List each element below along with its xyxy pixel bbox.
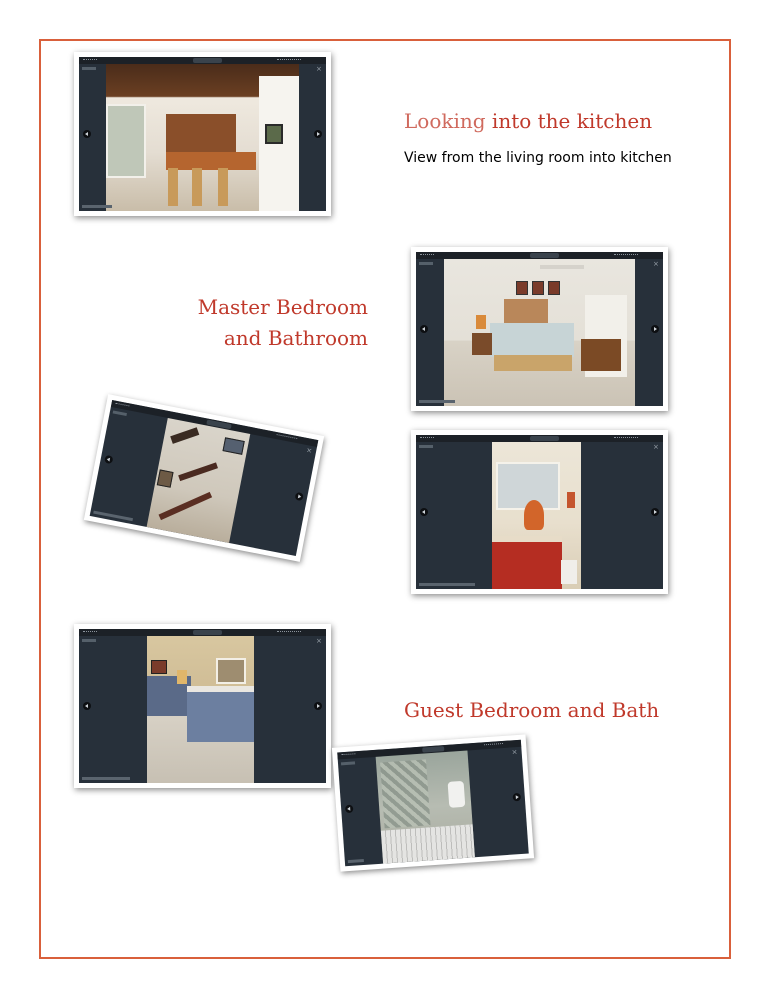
image-counter (113, 410, 127, 416)
next-arrow-icon[interactable] (295, 492, 304, 501)
image-caption (82, 205, 112, 208)
guest-bath-image (376, 750, 475, 863)
kitchen-photo[interactable] (74, 52, 331, 216)
guest-bedroom-photo[interactable] (74, 624, 331, 788)
next-arrow-icon[interactable] (314, 702, 322, 710)
guest-bedroom-image (147, 636, 254, 783)
kitchen-screenshot (79, 57, 326, 211)
image-counter (419, 262, 433, 265)
close-icon[interactable]: × (316, 637, 322, 645)
guest-bath-photo[interactable] (332, 734, 534, 871)
staircase-image (147, 418, 251, 543)
close-icon[interactable]: × (305, 446, 313, 456)
browser-toolbar (79, 629, 326, 636)
previous-arrow-icon[interactable] (83, 702, 91, 710)
next-arrow-icon[interactable] (651, 325, 659, 333)
next-arrow-icon[interactable] (513, 793, 522, 802)
master-bathroom-screenshot (416, 435, 663, 589)
previous-arrow-icon[interactable] (83, 130, 91, 138)
image-caption (419, 400, 455, 403)
browser-toolbar (416, 252, 663, 259)
kitchen-image (106, 64, 299, 211)
image-counter (82, 67, 96, 70)
close-icon[interactable]: × (511, 747, 518, 757)
image-caption (82, 777, 130, 780)
guest-bath-screenshot (337, 740, 529, 867)
previous-arrow-icon[interactable] (345, 805, 354, 814)
master-heading: Master Bedroom and Bathroom (197, 295, 368, 350)
guest-heading: Guest Bedroom and Bath (404, 698, 660, 722)
image-counter (341, 761, 355, 765)
close-icon[interactable]: × (316, 65, 322, 73)
master-bedroom-photo[interactable] (411, 247, 668, 411)
image-counter (419, 445, 433, 448)
master-bathroom-photo[interactable] (411, 430, 668, 594)
browser-toolbar (416, 435, 663, 442)
image-caption (419, 583, 475, 586)
master-bedroom-screenshot (416, 252, 663, 406)
next-arrow-icon[interactable] (314, 130, 322, 138)
close-icon[interactable]: × (653, 443, 659, 451)
image-caption (348, 859, 364, 863)
close-icon[interactable]: × (653, 260, 659, 268)
image-counter (82, 639, 96, 642)
master-bedroom-image (444, 259, 635, 406)
kitchen-description: View from the living room into kitchen (404, 150, 672, 166)
next-arrow-icon[interactable] (651, 508, 659, 516)
browser-toolbar (79, 57, 326, 64)
master-bathroom-image (492, 442, 581, 589)
previous-arrow-icon[interactable] (104, 455, 113, 464)
kitchen-heading: Looking into the kitchen (404, 109, 653, 133)
previous-arrow-icon[interactable] (420, 325, 428, 333)
image-caption (93, 511, 133, 522)
previous-arrow-icon[interactable] (420, 508, 428, 516)
guest-bedroom-screenshot (79, 629, 326, 783)
